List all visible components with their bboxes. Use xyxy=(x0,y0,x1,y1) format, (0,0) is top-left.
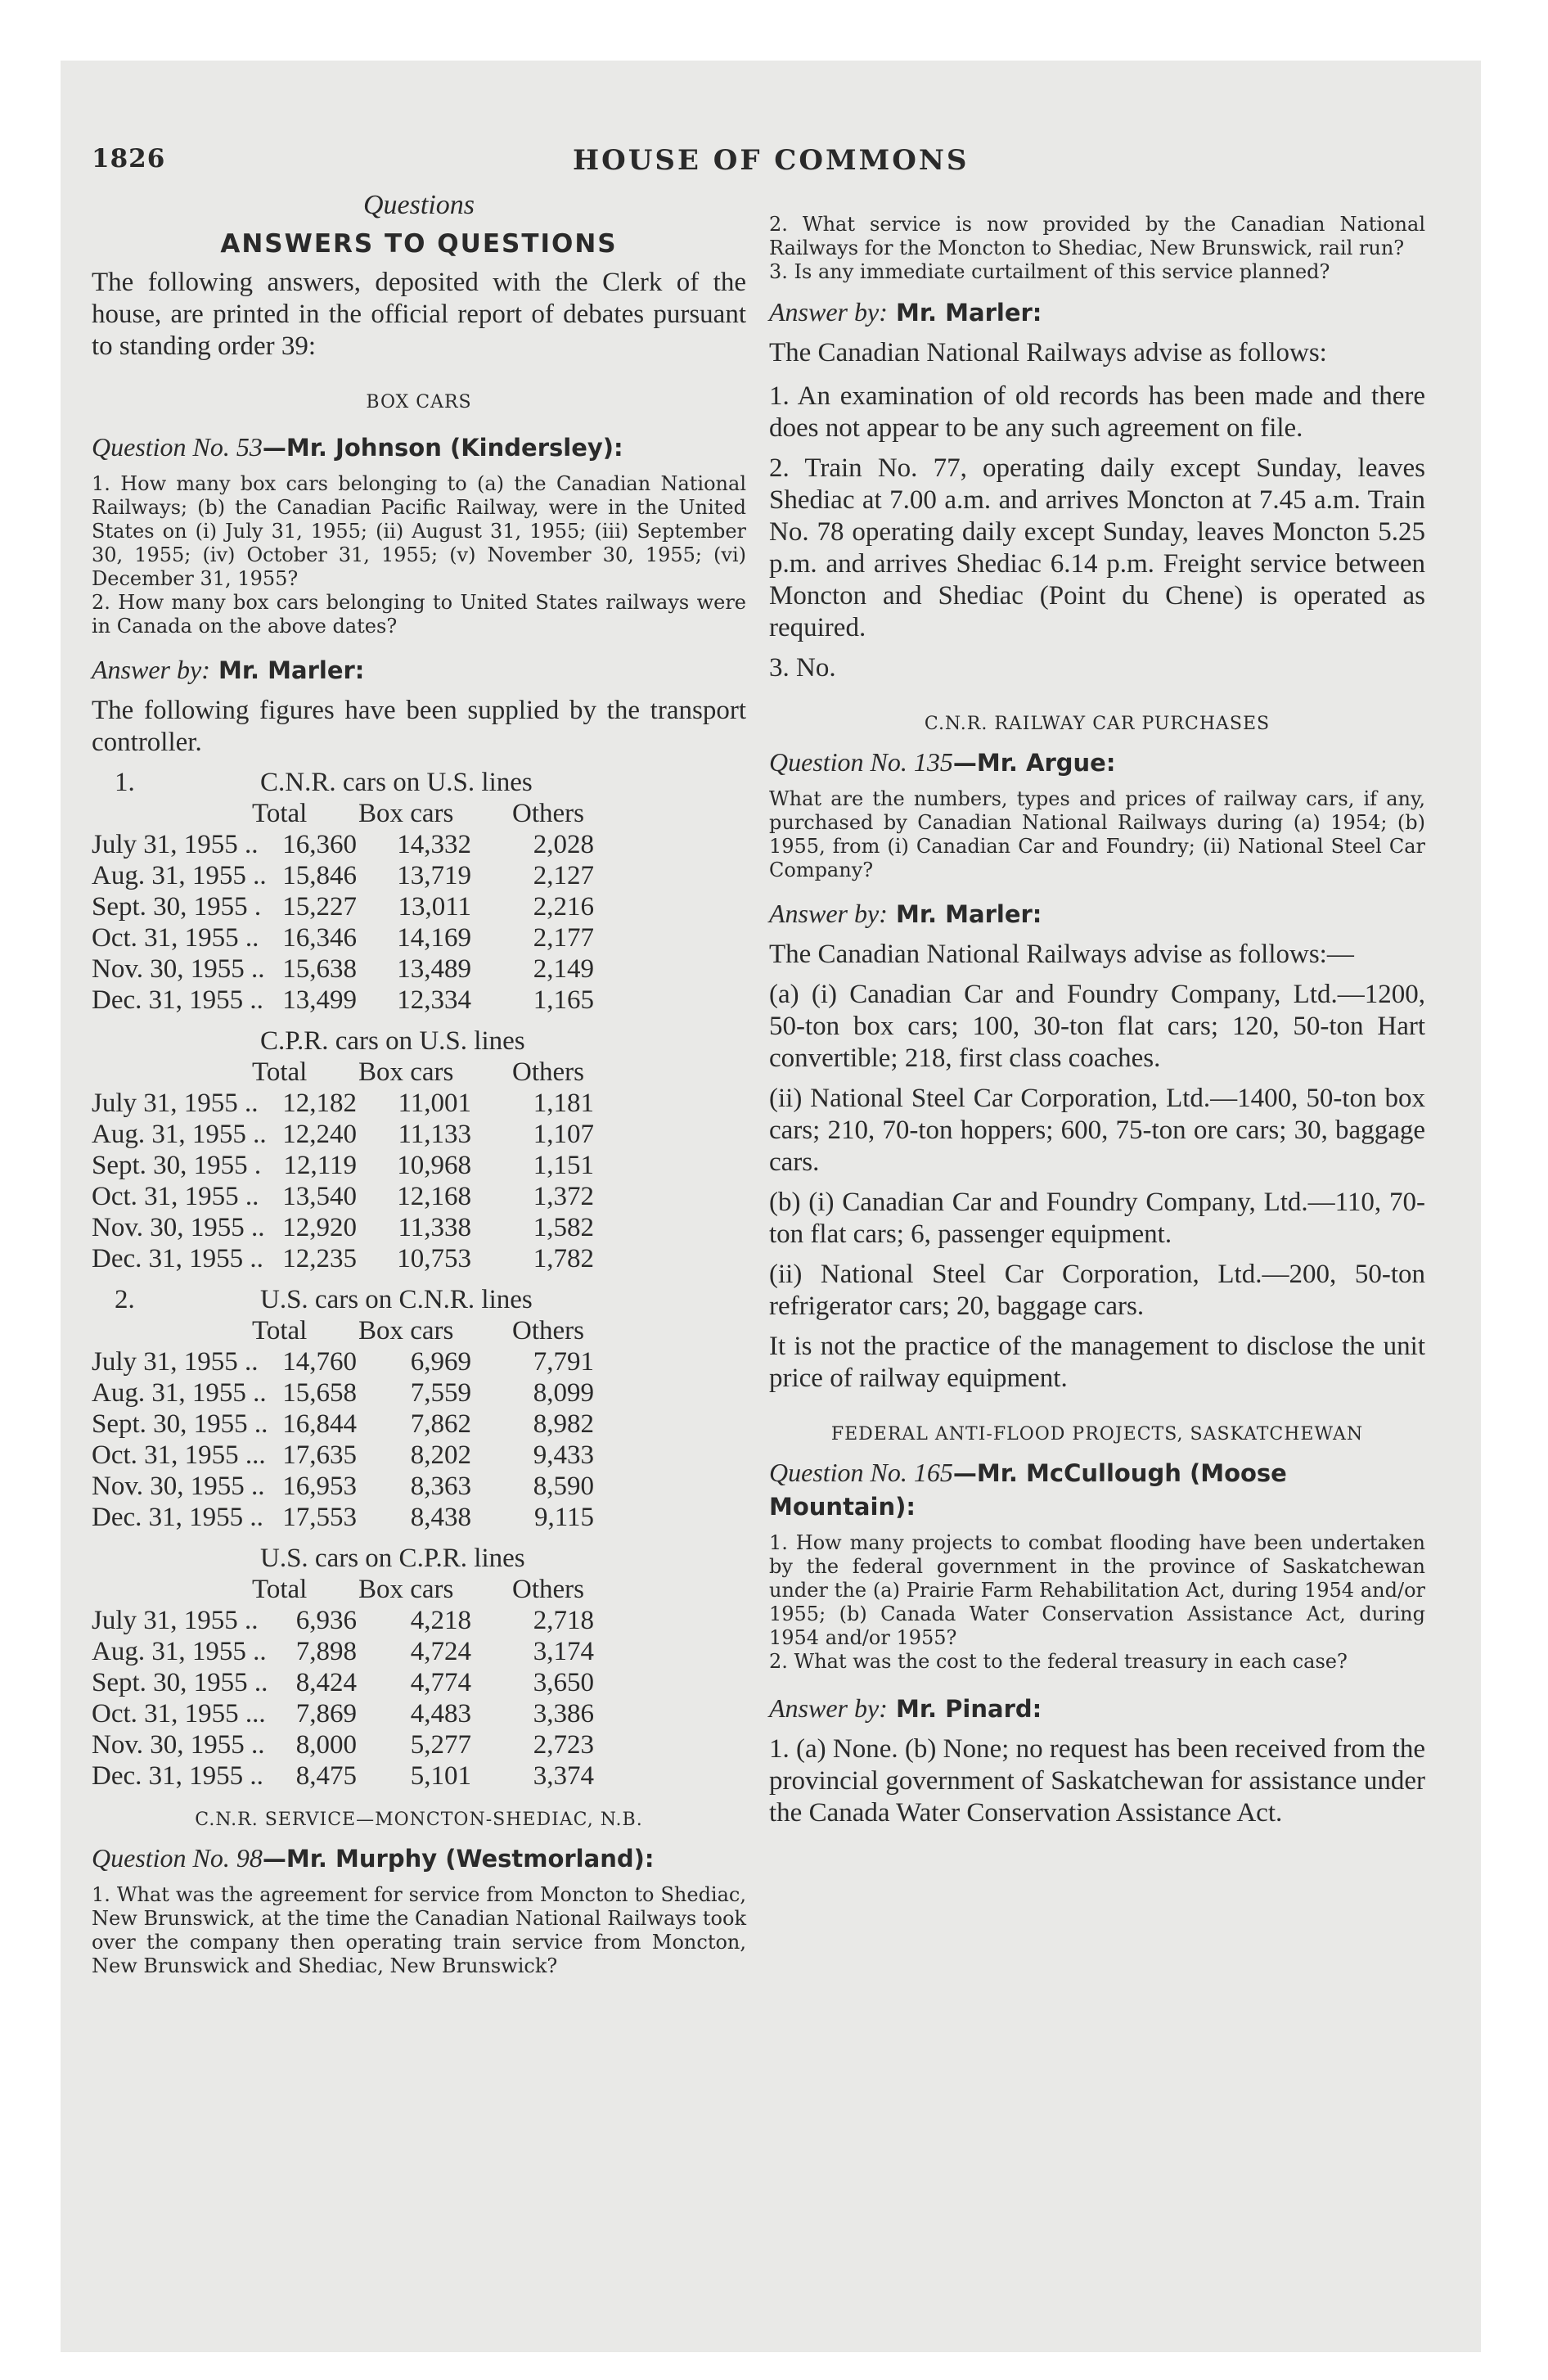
row-others: 3,386 xyxy=(533,1699,594,1729)
row-total: 16,953 xyxy=(282,1472,357,1501)
row-others: 2,028 xyxy=(533,830,594,859)
box-cars-section-title: BOX CARS xyxy=(366,392,472,412)
answer-135-heading xyxy=(769,897,1425,931)
table-row xyxy=(92,1346,746,1377)
row-date: Oct. 31, 1955 ... xyxy=(92,1699,266,1729)
answer-135-label: Answer by: xyxy=(769,899,888,928)
row-date: July 31, 1955 .. xyxy=(92,1089,259,1118)
question-135-asker: —Mr. Argue: xyxy=(952,749,1116,777)
row-box-cars: 11,001 xyxy=(398,1089,471,1118)
car-table-header: Box cars xyxy=(358,1057,454,1087)
question-98-asker: —Mr. Murphy (Westmorland): xyxy=(262,1845,655,1873)
car-table-header: Total xyxy=(252,1316,308,1346)
row-total: 8,424 xyxy=(295,1668,357,1697)
row-date: Oct. 31, 1955 ... xyxy=(92,1440,266,1470)
car-table-title-row xyxy=(92,1025,746,1057)
car-table-title-row xyxy=(92,1543,746,1574)
car-table-header-row xyxy=(92,798,746,829)
row-others: 9,433 xyxy=(533,1440,594,1470)
section-heading-italic: Questions xyxy=(363,190,475,220)
answer-165-item-1: 1. (a) None. (b) None; no request has been received from the provincial government of Saskatchewan for assistance under the Canada Water Conservation Assistance Act. xyxy=(769,1734,1425,1828)
left-column xyxy=(92,190,746,1978)
row-total: 17,553 xyxy=(282,1503,357,1532)
question-165-label: Question No. 165 xyxy=(769,1458,953,1487)
car-table-header-spacer xyxy=(92,1574,237,1605)
question-98-label: Question No. 98 xyxy=(92,1843,263,1873)
answer-135-item-2: (ii) National Steel Car Corporation, Ltd.—1400, 50-ton box cars; 210, 70-ton hoppers; 600, 75-ton ore cars; 30, baggage cars. xyxy=(769,1084,1425,1177)
car-table-title-row xyxy=(92,767,746,798)
question-135-text: What are the numbers, types and prices of railway cars, if any, purchased by Canadian National Railways during (a) 1954; (b) 1955, from (i) Canadian Car and Foundry; (ii) National Steel Car Company? xyxy=(769,787,1425,881)
row-box-cars: 13,489 xyxy=(397,954,471,984)
car-table-header: Others xyxy=(512,1057,584,1087)
row-box-cars: 10,753 xyxy=(397,1244,471,1273)
question-98-part-1: 1. What was the agreement for service from Moncton to Shediac, New Brunswick, at the time the Canadian National Railways took over the company then operating train service from Moncton, New Brunswick and Shediac, New Brunswick? xyxy=(92,1883,746,1977)
car-table-title: U.S. cars on C.N.R. lines xyxy=(260,1285,533,1314)
moncton-section-title: C.N.R. SERVICE—MONCTON-SHEDIAC, N.B. xyxy=(195,1810,643,1830)
answer-135-item-3: (b) (i) Canadian Car and Foundry Company, Ltd.—110, 70-ton flat cars; 6, passenger equipment. xyxy=(769,1188,1425,1249)
row-box-cars: 4,774 xyxy=(410,1668,471,1697)
row-date: Sept. 30, 1955 .. xyxy=(92,1668,268,1697)
table-row xyxy=(92,1502,746,1533)
table-row xyxy=(92,1698,746,1729)
row-total: 12,182 xyxy=(282,1089,357,1118)
row-date: Dec. 31, 1955 .. xyxy=(92,1761,263,1791)
car-table xyxy=(92,767,746,1016)
row-total: 15,846 xyxy=(282,861,357,890)
row-date: Sept. 30, 1955 .. xyxy=(92,1409,268,1439)
table-row xyxy=(92,1150,746,1181)
row-box-cars: 4,724 xyxy=(410,1637,471,1666)
row-box-cars: 5,277 xyxy=(410,1730,471,1760)
row-total: 15,638 xyxy=(282,954,357,984)
row-total: 16,360 xyxy=(282,830,357,859)
answer-135-intro: The Canadian National Railways advise as follows:— xyxy=(769,940,1354,969)
row-others: 3,174 xyxy=(533,1637,594,1666)
right-column xyxy=(769,190,1425,1829)
row-others: 2,723 xyxy=(533,1730,594,1760)
car-table xyxy=(92,1543,746,1792)
car-table-number: 1. xyxy=(115,768,135,797)
question-165-part-2: 2. What was the cost to the federal treasury in each case? xyxy=(769,1650,1348,1673)
table-row xyxy=(92,1667,746,1698)
row-date: Oct. 31, 1955 .. xyxy=(92,923,259,953)
car-table-header: Total xyxy=(252,1057,308,1087)
answer-135-item-5: It is not the practice of the management to disclose the unit price of railway equipment. xyxy=(769,1332,1425,1393)
row-others: 1,782 xyxy=(533,1244,594,1273)
row-others: 1,582 xyxy=(533,1213,594,1242)
row-others: 2,149 xyxy=(533,954,594,984)
row-box-cars: 7,559 xyxy=(410,1378,471,1408)
question-98-heading xyxy=(92,1841,746,1875)
table-row xyxy=(92,1471,746,1502)
car-table-header: Total xyxy=(252,799,308,828)
answer-165-minister: Mr. Pinard: xyxy=(896,1695,1042,1723)
row-total: 15,227 xyxy=(282,892,357,922)
answer-53-minister: Mr. Marler: xyxy=(218,656,365,684)
row-date: Aug. 31, 1955 .. xyxy=(92,1637,267,1666)
car-table-header: Box cars xyxy=(358,799,454,828)
row-box-cars: 5,101 xyxy=(410,1761,471,1791)
answer-98-minister: Mr. Marler: xyxy=(896,299,1042,327)
row-total: 12,240 xyxy=(282,1120,357,1149)
row-date: Aug. 31, 1955 .. xyxy=(92,861,267,890)
row-box-cars: 4,218 xyxy=(410,1606,471,1635)
question-53-heading xyxy=(92,430,746,464)
row-total: 7,869 xyxy=(295,1699,357,1729)
row-box-cars: 14,332 xyxy=(397,830,471,859)
row-others: 2,718 xyxy=(533,1606,594,1635)
answer-135-item-1: (a) (i) Canadian Car and Foundry Company, Ltd.—1200, 50-ton box cars; 100, 30-ton flat cars; 120, 50-ton Hart convertible; 218, first class coaches. xyxy=(769,980,1425,1073)
flood-section-title: FEDERAL ANTI-FLOOD PROJECTS, SASKATCHEWAN xyxy=(830,1424,1364,1445)
car-table-header-spacer xyxy=(92,1057,237,1088)
car-table xyxy=(92,1284,746,1533)
row-box-cars: 13,719 xyxy=(397,861,471,890)
row-others: 1,151 xyxy=(533,1151,594,1180)
row-date: Dec. 31, 1955 .. xyxy=(92,985,263,1015)
row-others: 2,127 xyxy=(533,861,594,890)
row-date: Aug. 31, 1955 .. xyxy=(92,1120,267,1149)
row-total: 12,920 xyxy=(282,1213,357,1242)
car-table xyxy=(92,1025,746,1274)
row-others: 8,982 xyxy=(533,1409,594,1439)
row-date: Nov. 30, 1955 .. xyxy=(92,954,265,984)
question-53-part-1: 1. How many box cars belonging to (a) the Canadian National Railways; (b) the Canadian Pacific Railway, were in the United States on (i) July 31, 1955; (ii) August 31, 1955; (iii) September 30, 1955; (iv) October 31, 1955; (v) November 30, 1955; (vi) December 31, 1955? xyxy=(92,472,746,590)
car-table-header: Others xyxy=(512,1316,584,1346)
car-table-header-row xyxy=(92,1315,746,1346)
row-others: 3,374 xyxy=(533,1761,594,1791)
row-others: 1,181 xyxy=(533,1089,594,1118)
row-box-cars: 11,338 xyxy=(398,1213,471,1242)
table-row xyxy=(92,1212,746,1243)
car-table-header: Others xyxy=(512,1575,584,1604)
question-53-part-2: 2. How many box cars belonging to United States railways were in Canada on the above dates? xyxy=(92,591,746,638)
car-table-title: U.S. cars on C.P.R. lines xyxy=(260,1544,525,1573)
row-total: 15,658 xyxy=(282,1378,357,1408)
row-date: July 31, 1955 .. xyxy=(92,1347,259,1377)
row-others: 1,165 xyxy=(533,985,594,1015)
table-row xyxy=(92,1636,746,1667)
question-165-asker: —Mr. McCullough (Moose Mountain): xyxy=(769,1459,1287,1521)
table-row xyxy=(92,1729,746,1760)
table-row xyxy=(92,922,746,953)
purchases-section-title: C.N.R. RAILWAY CAR PURCHASES xyxy=(924,714,1271,734)
answer-165-label: Answer by: xyxy=(769,1693,888,1723)
table-row xyxy=(92,1440,746,1471)
car-table-title: C.N.R. cars on U.S. lines xyxy=(260,768,533,797)
row-box-cars: 8,438 xyxy=(410,1503,471,1532)
row-box-cars: 4,483 xyxy=(410,1699,471,1729)
row-total: 13,499 xyxy=(282,985,357,1015)
answer-98-item-1: 1. An examination of old records has been made and there does not appear to be any such agreement on file. xyxy=(769,381,1425,443)
answer-98-heading xyxy=(769,295,1425,329)
row-box-cars: 8,363 xyxy=(410,1472,471,1501)
car-table-title-row xyxy=(92,1284,746,1315)
table-row xyxy=(92,953,746,985)
table-row xyxy=(92,985,746,1016)
row-total: 17,635 xyxy=(282,1440,357,1470)
car-table-title: C.P.R. cars on U.S. lines xyxy=(260,1026,525,1056)
answer-98-item-3: 3. No. xyxy=(769,653,836,683)
row-others: 7,791 xyxy=(533,1347,594,1377)
row-date: July 31, 1955 .. xyxy=(92,1606,259,1635)
table-row xyxy=(92,1760,746,1792)
answer-53-intro: The following figures have been supplied by the transport controller. xyxy=(92,696,746,757)
row-date: Aug. 31, 1955 .. xyxy=(92,1378,267,1408)
answer-53-heading xyxy=(92,653,746,687)
car-table-header: Others xyxy=(512,799,584,828)
question-98-part-2: 2. What service is now provided by the Canadian National Railways for the Moncton to Shediac, New Brunswick, rail run? xyxy=(769,213,1425,259)
question-135-heading xyxy=(769,746,1425,779)
question-53-label: Question No. 53 xyxy=(92,432,263,462)
car-table-number xyxy=(92,1543,260,1574)
car-table-header-spacer xyxy=(92,1315,237,1346)
row-box-cars: 11,133 xyxy=(398,1120,471,1149)
row-total: 16,346 xyxy=(282,923,357,953)
row-box-cars: 8,202 xyxy=(410,1440,471,1470)
row-box-cars: 6,969 xyxy=(410,1347,471,1377)
question-98-part-3: 3. Is any immediate curtailment of this service planned? xyxy=(769,260,1330,283)
table-row xyxy=(92,1181,746,1212)
table-row xyxy=(92,1119,746,1150)
section-heading-main: ANSWERS TO QUESTIONS xyxy=(220,229,618,259)
running-head: HOUSE OF COMMONS xyxy=(573,144,970,177)
row-date: Oct. 31, 1955 .. xyxy=(92,1182,259,1211)
car-table-header-spacer xyxy=(92,798,237,829)
row-total: 12,235 xyxy=(282,1244,357,1273)
row-box-cars: 10,968 xyxy=(397,1151,471,1180)
car-table-header-row xyxy=(92,1574,746,1605)
answer-135-minister: Mr. Marler: xyxy=(896,900,1042,928)
row-others: 1,372 xyxy=(533,1182,594,1211)
row-box-cars: 7,862 xyxy=(410,1409,471,1439)
question-135-label: Question No. 135 xyxy=(769,747,953,777)
row-box-cars: 13,011 xyxy=(398,892,471,922)
row-date: July 31, 1955 .. xyxy=(92,830,259,859)
table-row xyxy=(92,1409,746,1440)
row-total: 8,000 xyxy=(295,1730,357,1760)
table-row xyxy=(92,1243,746,1274)
car-table-header-row xyxy=(92,1057,746,1088)
row-date: Sept. 30, 1955 . xyxy=(92,1151,262,1180)
row-date: Nov. 30, 1955 .. xyxy=(92,1730,265,1760)
table-row xyxy=(92,1605,746,1636)
row-total: 16,844 xyxy=(282,1409,357,1439)
row-date: Dec. 31, 1955 .. xyxy=(92,1503,263,1532)
row-date: Dec. 31, 1955 .. xyxy=(92,1244,263,1273)
table-row xyxy=(92,860,746,891)
car-table-number: 2. xyxy=(115,1285,135,1314)
row-box-cars: 12,334 xyxy=(397,985,471,1015)
car-table-number xyxy=(92,1025,260,1057)
row-date: Nov. 30, 1955 .. xyxy=(92,1472,265,1501)
question-53-asker: —Mr. Johnson (Kindersley): xyxy=(262,434,623,462)
table-row xyxy=(92,829,746,860)
row-total: 8,475 xyxy=(295,1761,357,1791)
table-row xyxy=(92,1377,746,1409)
row-date: Nov. 30, 1955 .. xyxy=(92,1213,265,1242)
car-table-header: Box cars xyxy=(358,1316,454,1346)
row-others: 2,177 xyxy=(533,923,594,953)
question-165-part-1: 1. How many projects to combat flooding have been undertaken by the federal government in the province of Saskatchewan under the (a) Prairie Farm Rehabilitation Act, during 1954 and/or 1955; (b) Canada Water Conservation Assistance Act, during 1954 and/or 1955? xyxy=(769,1531,1425,1649)
row-others: 8,099 xyxy=(533,1378,594,1408)
page-number: 1826 xyxy=(92,144,166,174)
row-box-cars: 14,169 xyxy=(397,923,471,953)
row-others: 1,107 xyxy=(533,1120,594,1149)
row-others: 2,216 xyxy=(533,892,594,922)
table-row xyxy=(92,891,746,922)
answer-98-label: Answer by: xyxy=(769,297,888,327)
box-car-tables xyxy=(92,767,746,1792)
row-others: 8,590 xyxy=(533,1472,594,1501)
row-box-cars: 12,168 xyxy=(397,1182,471,1211)
car-table-header: Total xyxy=(252,1575,308,1604)
row-total: 14,760 xyxy=(282,1347,357,1377)
answer-53-label: Answer by: xyxy=(92,655,210,684)
row-total: 12,119 xyxy=(283,1151,357,1180)
row-others: 9,115 xyxy=(533,1503,594,1532)
question-165-heading xyxy=(769,1456,1425,1523)
answer-135-item-4: (ii) National Steel Car Corporation, Ltd.—200, 50-ton refrigerator cars; 20, baggage cars. xyxy=(769,1260,1425,1321)
answer-98-item-2: 2. Train No. 77, operating daily except Sunday, leaves Shediac at 7.00 a.m. and arrives Moncton at 7.45 a.m. Train No. 78 operating daily except Sunday, leaves Moncton 5.25 p.m. and arrives Shediac 6.14 p.m. Freight service between Moncton and Shediac (Point du Chene) is operated as required. xyxy=(769,453,1425,642)
row-total: 6,936 xyxy=(295,1606,357,1635)
intro-paragraph: The following answers, deposited with the Clerk of the house, are printed in the official report of debates pursuant to standing order 39: xyxy=(92,268,746,361)
answer-98-intro: The Canadian National Railways advise as follows: xyxy=(769,338,1327,367)
table-row xyxy=(92,1088,746,1119)
car-table-header: Box cars xyxy=(358,1575,454,1604)
row-total: 7,898 xyxy=(295,1637,357,1666)
answer-165-heading xyxy=(769,1692,1425,1725)
row-date: Sept. 30, 1955 . xyxy=(92,892,262,922)
row-total: 13,540 xyxy=(282,1182,357,1211)
row-others: 3,650 xyxy=(533,1668,594,1697)
